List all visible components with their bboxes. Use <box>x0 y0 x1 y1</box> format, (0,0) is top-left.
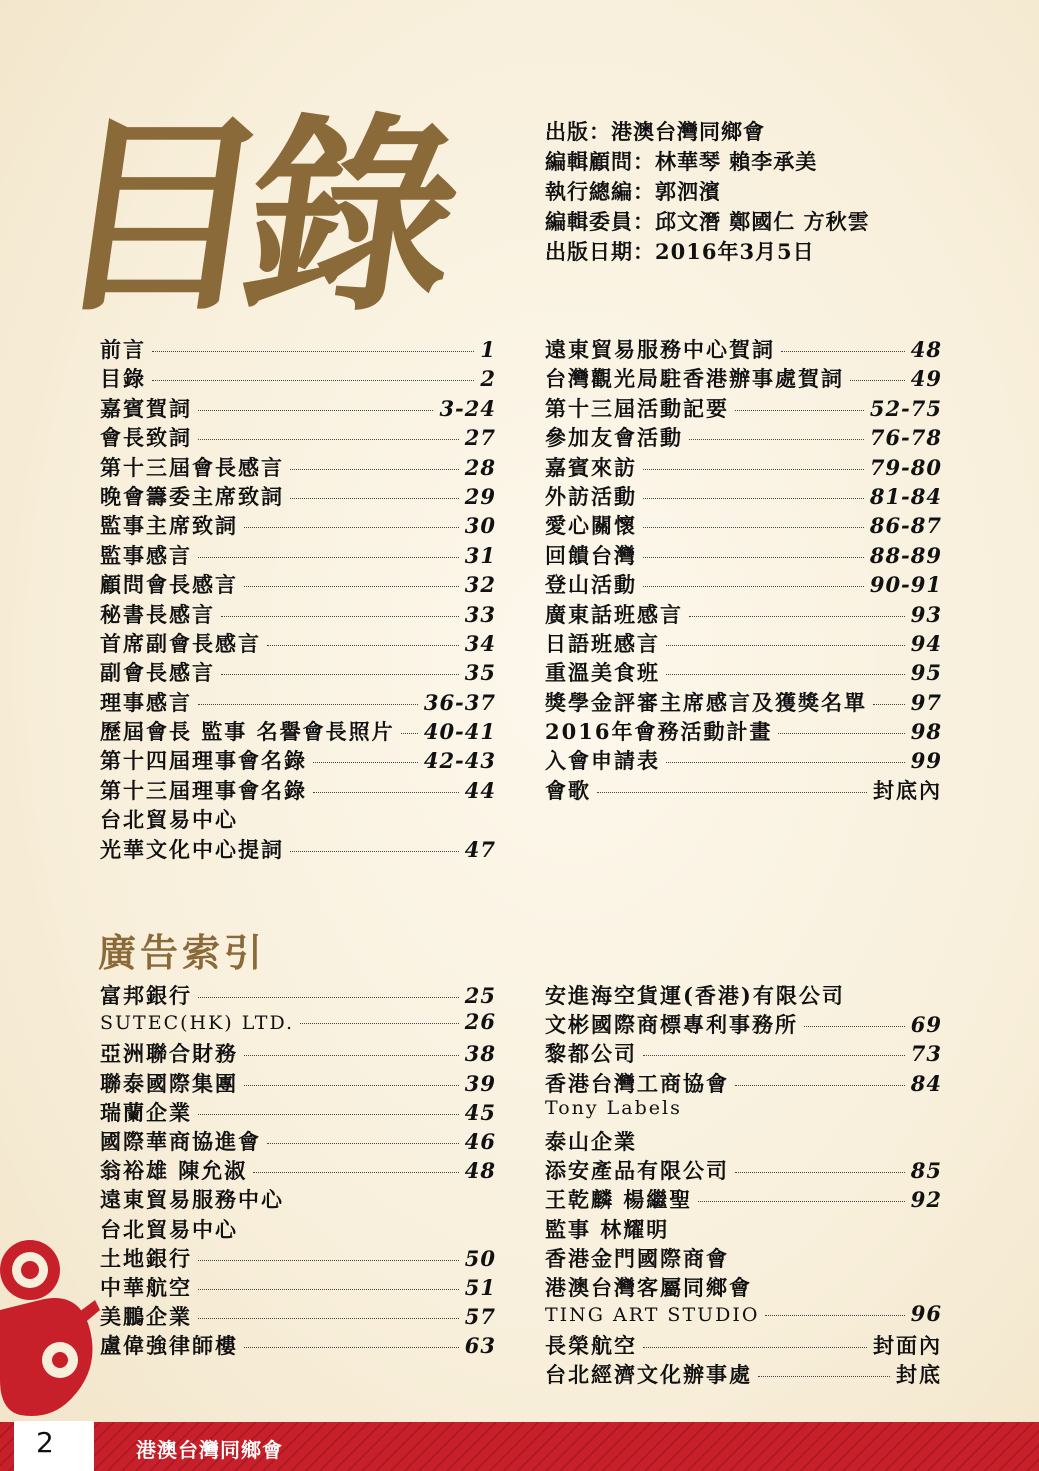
toc-entry <box>545 1126 942 1155</box>
toc-entry-page: 40-41 <box>423 719 496 745</box>
dot-leader <box>198 997 459 998</box>
toc-entry <box>545 1272 942 1301</box>
dot-leader <box>758 1376 890 1377</box>
toc-entry-label: 重溫美食班 <box>545 660 660 686</box>
toc-entry-page: 97 <box>910 689 942 715</box>
toc-entry-label: 亞洲聯合財務 <box>100 1041 238 1067</box>
toc-entry <box>100 1184 496 1213</box>
toc-entry-page: 46 <box>464 1128 496 1154</box>
toc-entry-label: 監事主席致詞 <box>100 513 238 539</box>
toc-entry-label: 第十四屆理事會名錄 <box>100 748 307 774</box>
toc-entry-page: 49 <box>910 366 942 392</box>
toc-entry-label: 登山活動 <box>545 572 637 598</box>
toc-entry-page: 96 <box>910 1301 942 1327</box>
toc-entry <box>545 393 942 422</box>
dot-leader <box>781 351 905 352</box>
toc-entry-page: 81-84 <box>869 483 942 509</box>
toc-entry-page: 69 <box>910 1012 942 1038</box>
toc-entry-label: 遠東貿易服務中心 <box>100 1187 284 1213</box>
toc-entry-page: 39 <box>464 1070 496 1096</box>
toc-entry <box>100 628 496 657</box>
toc-entry-label: 香港台灣工商協會 <box>545 1070 729 1096</box>
publication-value: 邱文潛 鄭國仁 方秋雲 <box>655 209 870 234</box>
toc-entry-page: 95 <box>910 660 942 686</box>
toc-entry-page: 36-37 <box>423 689 496 715</box>
toc-entry-label: 泰山企業 <box>545 1128 637 1154</box>
dot-leader <box>778 733 904 734</box>
toc-entry-page: 35 <box>464 660 496 686</box>
dot-leader <box>244 1055 459 1056</box>
toc-entry-page: 34 <box>464 630 496 656</box>
toc-entry-page: 44 <box>464 777 496 803</box>
toc-entry <box>100 1126 496 1155</box>
toc-entry <box>100 393 496 422</box>
dot-leader <box>643 586 864 587</box>
toc-entry <box>545 745 942 774</box>
publication-value: 2016年3月5日 <box>655 239 815 264</box>
publication-label: 出版日期： <box>545 239 655 264</box>
toc-entry <box>545 775 942 804</box>
toc-entry <box>545 628 942 657</box>
toc-entry-label: 獎學金評審主席感言及獲獎名單 <box>545 689 867 715</box>
toc-entry <box>545 1359 942 1388</box>
dot-leader <box>735 1172 905 1173</box>
publication-row <box>545 117 870 147</box>
toc-entry <box>100 1097 496 1126</box>
toc-entry-label: 顧問會長感言 <box>100 572 238 598</box>
toc-entry-label: 台灣觀光局駐香港辦事處賀詞 <box>545 366 844 392</box>
toc-entry-page: 50 <box>464 1245 496 1271</box>
toc-entry-page: 28 <box>464 454 496 480</box>
dot-leader <box>873 704 905 705</box>
toc-entry <box>100 687 496 716</box>
toc-entry <box>545 716 942 745</box>
publication-value: 港澳台灣同鄉會 <box>611 119 765 144</box>
publication-row <box>545 147 870 177</box>
page-number-box <box>14 1421 94 1471</box>
ads-left-column <box>100 980 496 1359</box>
toc-entry <box>100 745 496 774</box>
dot-leader <box>290 851 459 852</box>
toc-entry-page: 封底 <box>896 1362 942 1388</box>
toc-entry <box>100 334 496 363</box>
toc-entry <box>100 1243 496 1272</box>
toc-entry <box>545 452 942 481</box>
toc-entry-label: 台北貿易中心 <box>100 807 238 833</box>
toc-entry <box>100 1272 496 1301</box>
toc-entry <box>545 687 942 716</box>
toc-entry <box>100 569 496 598</box>
dot-leader <box>643 469 864 470</box>
toc-entry-page: 47 <box>464 836 496 862</box>
toc-entry <box>100 1068 496 1097</box>
toc-entry-page: 封底內 <box>873 777 942 803</box>
toc-entry <box>100 657 496 686</box>
toc-entry-page: 31 <box>464 542 496 568</box>
toc-entry-page: 51 <box>464 1274 496 1300</box>
toc-entry-label: 監事感言 <box>100 542 192 568</box>
toc-entry <box>100 834 496 863</box>
toc-entry-page: 1 <box>480 337 496 362</box>
toc-entry-label: 愛心關懷 <box>545 513 637 539</box>
toc-entry-label: 廣東話班感言 <box>545 601 683 627</box>
toc-entry-page: 42-43 <box>423 748 496 774</box>
toc-entry-page: 92 <box>910 1187 942 1213</box>
toc-entry-label: 日語班感言 <box>545 630 660 656</box>
toc-entry <box>100 1009 496 1038</box>
publication-value: 郭泗濱 <box>655 179 721 204</box>
toc-entry <box>545 422 942 451</box>
toc-entry-label: 晚會籌委主席致詞 <box>100 483 284 509</box>
toc-entry-label: 國際華商協進會 <box>100 1128 261 1154</box>
toc-entry-page: 86-87 <box>869 513 942 539</box>
dot-leader <box>198 557 459 558</box>
toc-entry-page: 38 <box>464 1041 496 1067</box>
toc-entry-label: 會歌 <box>545 777 591 803</box>
dot-leader <box>804 1026 905 1027</box>
toc-entry <box>100 980 496 1009</box>
calligraphy-title <box>39 40 462 340</box>
dot-leader <box>313 792 459 793</box>
toc-entry <box>545 1097 942 1126</box>
publication-info <box>545 117 870 267</box>
toc-entry-label: 富邦銀行 <box>100 983 192 1008</box>
dot-leader <box>221 674 459 675</box>
toc-entry-page: 29 <box>464 483 496 509</box>
toc-entry-page: 84 <box>910 1070 942 1096</box>
toc-entry <box>545 1184 942 1213</box>
toc-entry-label: 聯泰國際集團 <box>100 1070 238 1096</box>
dot-leader <box>221 616 459 617</box>
dot-leader <box>198 410 433 411</box>
toc-entry-page: 27 <box>464 425 496 451</box>
publication-row <box>545 207 870 237</box>
toc-entry-label: 黎都公司 <box>545 1041 637 1067</box>
toc-entry-page: 45 <box>464 1099 496 1125</box>
dot-leader <box>267 645 459 646</box>
toc-entry-label: 添安產品有限公司 <box>545 1158 729 1184</box>
dot-leader <box>401 733 418 734</box>
toc-entry <box>100 775 496 804</box>
dot-leader <box>850 380 905 381</box>
toc-entry <box>545 1301 942 1330</box>
dot-leader <box>198 439 459 440</box>
dot-leader <box>267 1143 459 1144</box>
dot-leader <box>313 762 418 763</box>
toc-entry-label: 第十三屆活動記要 <box>545 395 729 421</box>
toc-entry <box>100 363 496 392</box>
dot-leader <box>643 557 864 558</box>
dot-leader <box>666 645 905 646</box>
footer-org-name: 港澳台灣同鄉會 <box>136 1438 283 1462</box>
toc-entry <box>545 599 942 628</box>
toc-entry-label: 文彬國際商標專利事務所 <box>545 1012 798 1038</box>
toc-entry-label: Tony Labels <box>545 1096 682 1119</box>
dot-leader <box>244 1347 459 1348</box>
toc-entry-page: 32 <box>464 572 496 598</box>
toc-entry-page: 85 <box>910 1158 942 1184</box>
toc-entry <box>100 510 496 539</box>
toc-entry <box>100 716 496 745</box>
toc-entry-label: 2016年會務活動計畫 <box>545 719 773 745</box>
toc-entry-page: 33 <box>464 601 496 627</box>
toc-entry-page: 57 <box>464 1304 496 1330</box>
toc-entry <box>100 1155 496 1184</box>
toc-entry <box>545 1243 942 1272</box>
dot-leader <box>735 1085 905 1086</box>
toc-entry-label: 目錄 <box>100 366 146 392</box>
toc-entry-label: 美鵬企業 <box>100 1304 192 1330</box>
toc-entry-page: 98 <box>910 719 942 745</box>
dot-leader <box>152 380 474 381</box>
toc-entry <box>100 452 496 481</box>
toc-entry <box>545 1009 942 1038</box>
toc-entry-page: 26 <box>464 1009 496 1035</box>
ads-section-title: 廣告索引 <box>98 930 267 975</box>
toc-entry-page: 93 <box>910 601 942 627</box>
publication-value: 林華琴 賴李承美 <box>655 149 818 174</box>
toc-entry-page: 25 <box>464 983 496 1008</box>
dot-leader <box>735 410 864 411</box>
toc-entry <box>100 599 496 628</box>
dot-leader <box>643 1347 867 1348</box>
toc-entry-label: 副會長感言 <box>100 660 215 686</box>
dot-leader <box>597 792 867 793</box>
toc-entry-label: 遠東貿易服務中心賀詞 <box>545 337 775 362</box>
toc-entry <box>545 540 942 569</box>
publication-label: 出版： <box>545 119 611 144</box>
toc-entry <box>545 569 942 598</box>
toc-entry-label: SUTEC(HK) LTD. <box>100 1012 295 1035</box>
toc-entry-page: 79-80 <box>869 454 942 480</box>
publication-label: 編輯顧問： <box>545 149 655 174</box>
toc-entry-label: 前言 <box>100 337 146 362</box>
publication-row <box>545 177 870 207</box>
dot-leader <box>290 469 459 470</box>
toc-entry <box>545 481 942 510</box>
toc-entry <box>545 1330 942 1359</box>
toc-entry-label: 外訪活動 <box>545 483 637 509</box>
toc-entry-label: 台北經濟文化辦事處 <box>545 1362 752 1388</box>
dot-leader <box>198 1289 459 1290</box>
toc-entry <box>545 980 942 1009</box>
dot-leader <box>198 1260 459 1261</box>
dot-leader <box>689 439 864 440</box>
toc-entry <box>100 1214 496 1243</box>
toc-entry-label: 台北貿易中心 <box>100 1216 238 1242</box>
dot-leader <box>152 351 474 352</box>
toc-entry-label: 嘉賓來訪 <box>545 454 637 480</box>
toc-entry-label: 監事 林耀明 <box>545 1216 670 1242</box>
toc-entry-label: 嘉賓賀詞 <box>100 395 192 421</box>
toc-entry-label: 翁裕雄 陳允淑 <box>100 1158 248 1184</box>
toc-entry-label: 王乾麟 楊繼聖 <box>545 1187 693 1213</box>
dot-leader <box>765 1315 904 1316</box>
dot-leader <box>689 616 905 617</box>
toc-entry <box>545 363 942 392</box>
contents-left-column <box>100 334 496 863</box>
toc-entry <box>100 481 496 510</box>
toc-entry-label: 土地銀行 <box>100 1245 192 1271</box>
toc-entry <box>100 1038 496 1067</box>
toc-entry-label: 理事感言 <box>100 689 192 715</box>
dot-leader <box>666 674 905 675</box>
paper-cut-monkey-icon <box>0 1230 115 1430</box>
dot-leader <box>643 527 864 528</box>
toc-entry-label: 第十三屆會長感言 <box>100 454 284 480</box>
toc-entry-label: 歷屆會長 監事 名譽會長照片 <box>100 719 395 745</box>
toc-entry-label: 首席副會長感言 <box>100 630 261 656</box>
dot-leader <box>244 586 459 587</box>
toc-entry-page: 73 <box>910 1041 942 1067</box>
toc-entry-page: 52-75 <box>869 395 942 421</box>
dot-leader <box>198 1318 459 1319</box>
toc-entry-page: 2 <box>480 366 496 392</box>
toc-entry <box>545 1038 942 1067</box>
toc-entry-page: 94 <box>910 630 942 656</box>
toc-entry <box>100 422 496 451</box>
toc-entry <box>100 1330 496 1359</box>
dot-leader <box>300 1023 459 1024</box>
toc-entry-label: 瑞蘭企業 <box>100 1099 192 1125</box>
contents-right-column <box>545 334 942 804</box>
publication-label: 編輯委員： <box>545 209 655 234</box>
ads-right-column <box>545 980 942 1389</box>
toc-entry-label: 香港金門國際商會 <box>545 1245 729 1271</box>
toc-entry-page: 封面內 <box>873 1333 942 1359</box>
dot-leader <box>198 1114 459 1115</box>
toc-entry <box>100 804 496 833</box>
toc-entry-label: 參加友會活動 <box>545 425 683 451</box>
toc-entry-page: 3-24 <box>439 395 496 421</box>
dot-leader <box>244 1085 459 1086</box>
toc-entry-page: 48 <box>910 337 942 362</box>
publication-label: 執行總編： <box>545 179 655 204</box>
toc-entry-page: 90-91 <box>869 572 942 598</box>
toc-entry-label: TING ART STUDIO <box>545 1304 760 1327</box>
toc-entry-label: 中華航空 <box>100 1274 192 1300</box>
dot-leader <box>253 1172 458 1173</box>
dot-leader <box>198 704 418 705</box>
toc-entry-label: 盧偉強律師樓 <box>100 1333 238 1359</box>
toc-entry-label: 港澳台灣客屬同鄉會 <box>545 1274 752 1300</box>
dot-leader <box>666 762 905 763</box>
title-text: 目錄 <box>39 92 455 340</box>
toc-entry <box>545 1155 942 1184</box>
dot-leader <box>244 527 459 528</box>
toc-entry <box>545 334 942 363</box>
page-number: 2 <box>36 1426 54 1459</box>
toc-entry <box>545 510 942 539</box>
toc-entry-label: 長榮航空 <box>545 1333 637 1359</box>
toc-entry-label: 入會申請表 <box>545 748 660 774</box>
toc-entry-page: 48 <box>464 1158 496 1184</box>
toc-entry-page: 99 <box>910 748 942 774</box>
dot-leader <box>643 1055 905 1056</box>
toc-entry-page: 88-89 <box>869 542 942 568</box>
dot-leader <box>290 498 459 499</box>
dot-leader <box>643 498 864 499</box>
toc-entry <box>100 540 496 569</box>
publication-row <box>545 237 870 267</box>
toc-entry-label: 會長致詞 <box>100 425 192 451</box>
toc-entry-label: 光華文化中心提詞 <box>100 836 284 862</box>
toc-entry-label: 回饋台灣 <box>545 542 637 568</box>
toc-entry-page: 76-78 <box>869 425 942 451</box>
toc-entry <box>545 1214 942 1243</box>
toc-entry-label: 第十三屆理事會名錄 <box>100 777 307 803</box>
toc-entry <box>545 657 942 686</box>
toc-entry-label: 安進海空貨運(香港)有限公司 <box>545 983 845 1008</box>
toc-entry <box>545 1068 942 1097</box>
dot-leader <box>698 1201 904 1202</box>
toc-entry-page: 30 <box>464 513 496 539</box>
toc-entry-label: 秘書長感言 <box>100 601 215 627</box>
toc-entry <box>100 1301 496 1330</box>
toc-entry-page: 63 <box>464 1333 496 1359</box>
